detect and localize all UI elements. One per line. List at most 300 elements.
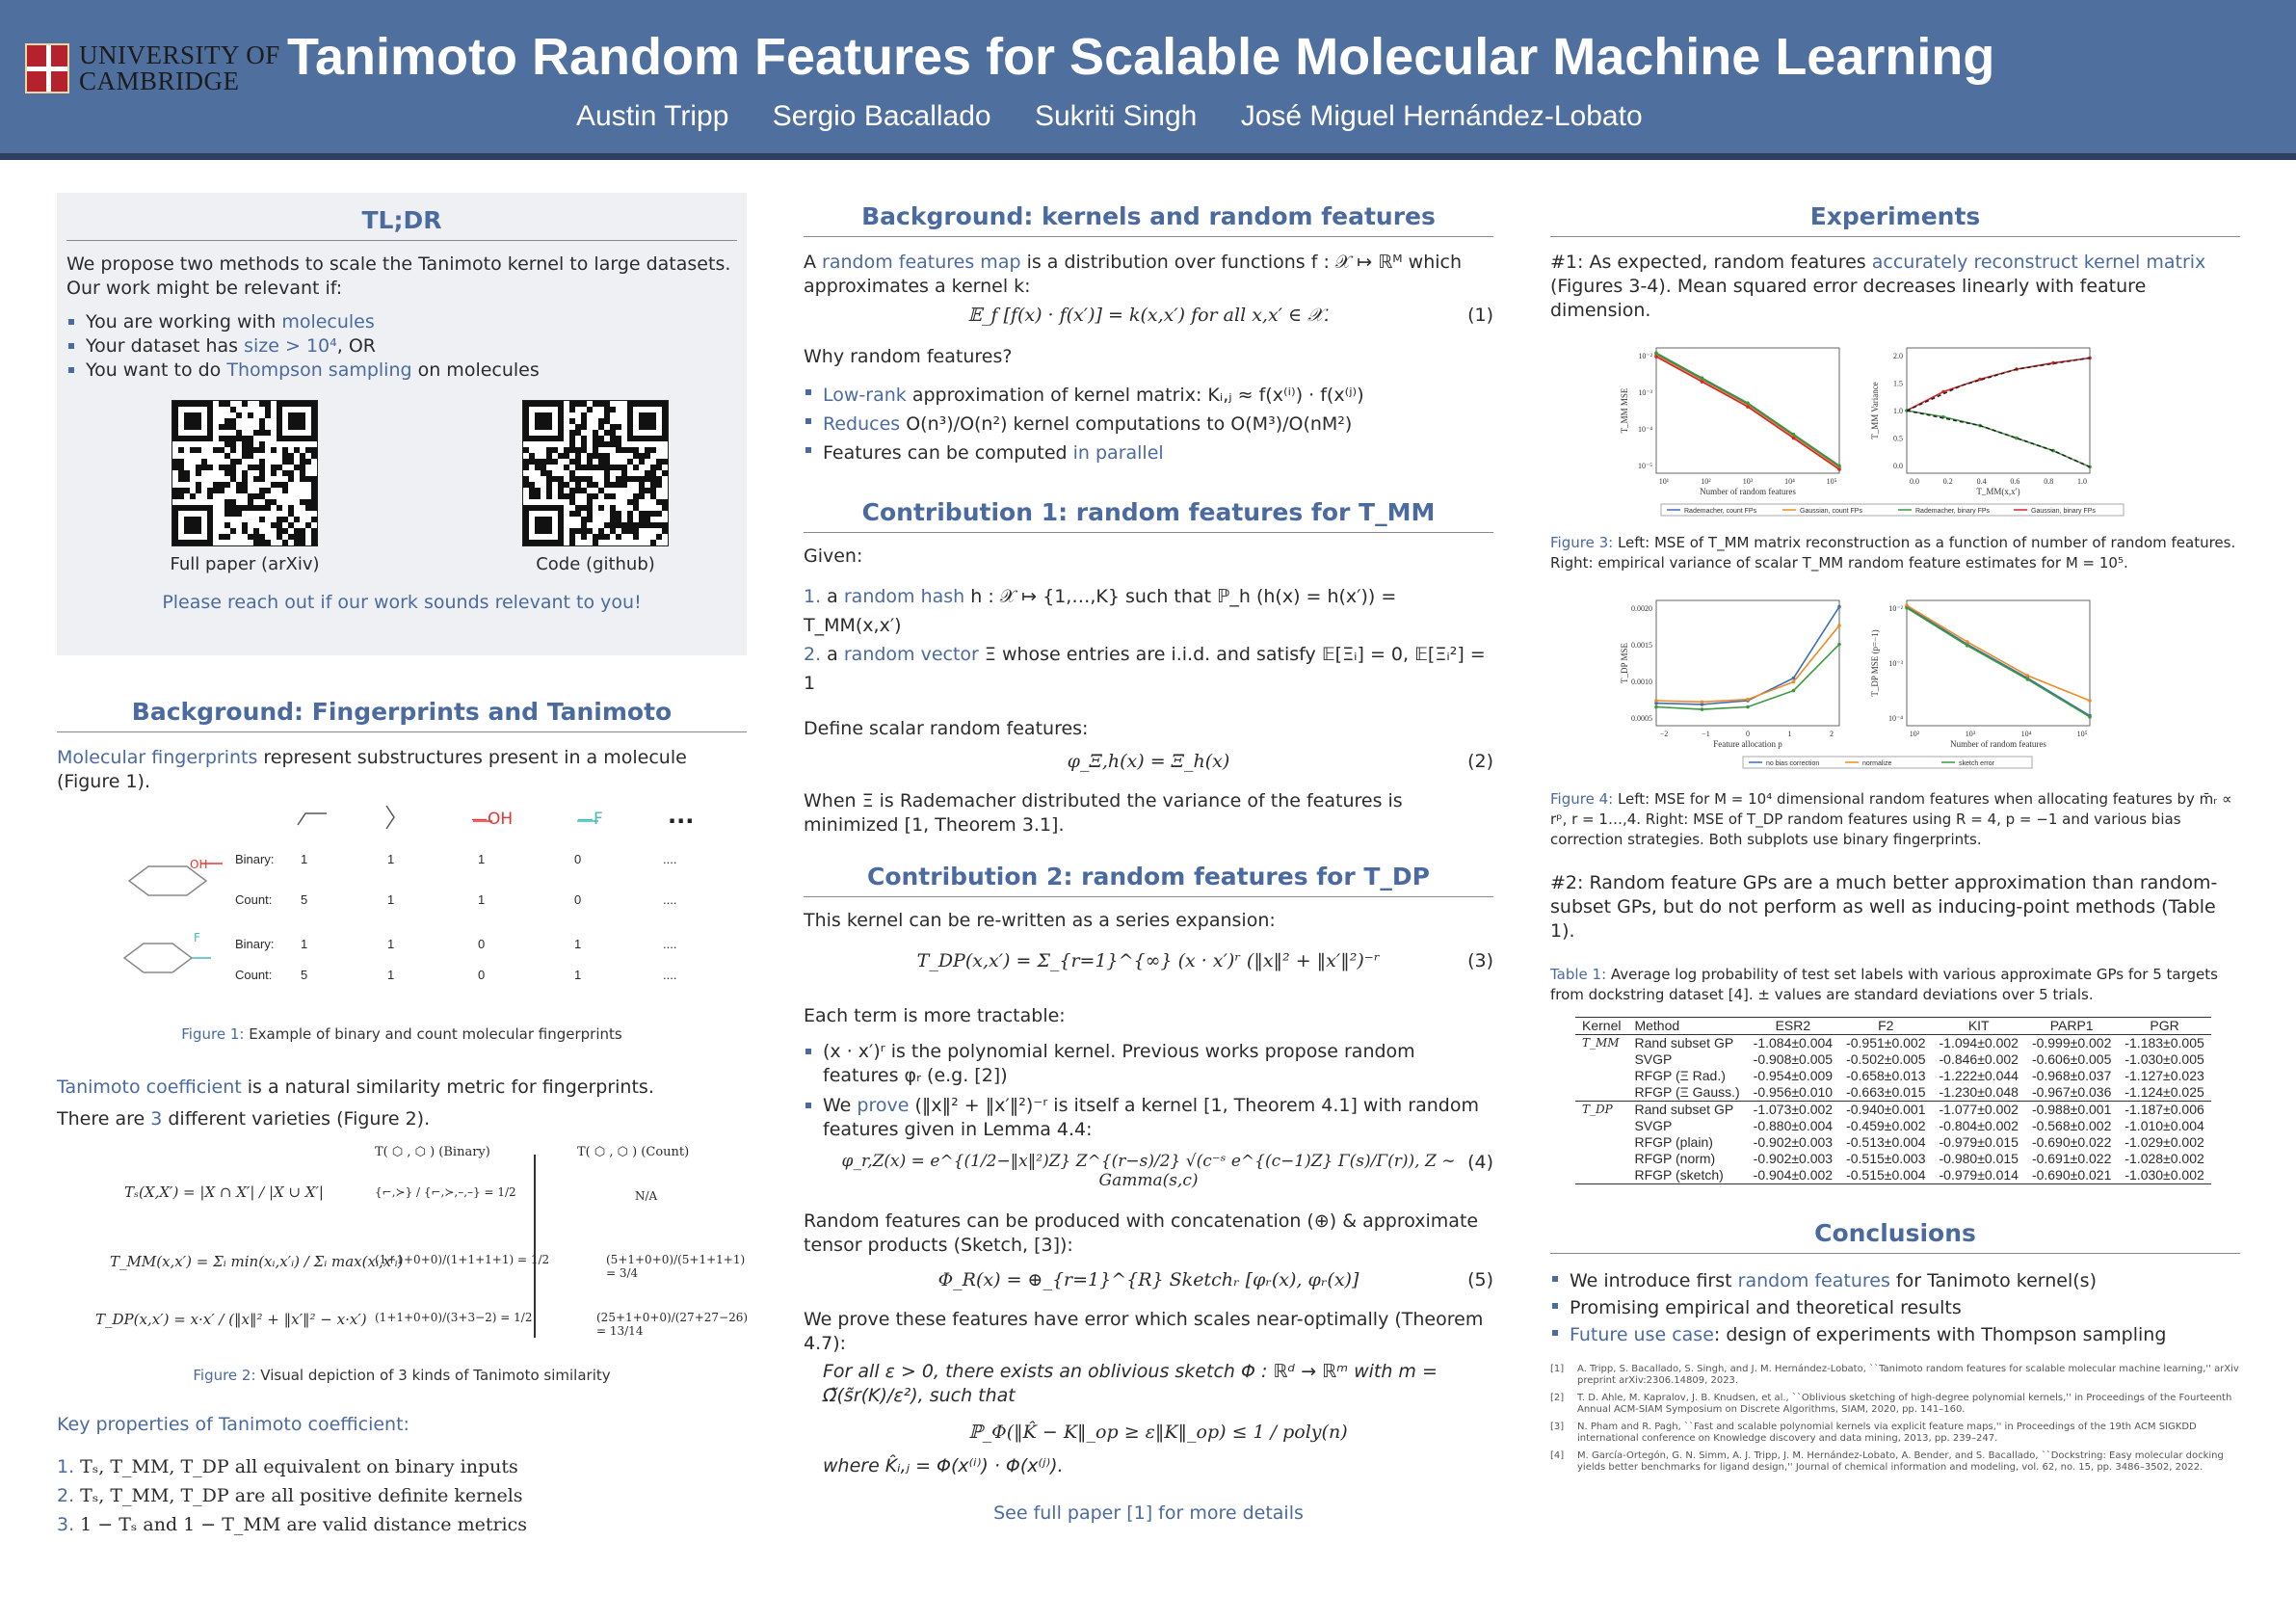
- table-cell: -0.515±0.003: [1846, 1151, 1926, 1166]
- table-kernel-cell: [1575, 1051, 1627, 1068]
- author: José Miguel Hernández-Lobato: [1240, 100, 1643, 132]
- equation-1: 𝔼_f [f(x) · f(x′)] = k(x,x′) for all x,x′ ∈ 𝒳. (1): [967, 305, 1493, 326]
- data-point: [1792, 433, 1796, 437]
- tldr-heading: TL;DR: [66, 206, 737, 241]
- see-full-paper-link[interactable]: See full paper [1] for more details: [993, 1502, 1304, 1524]
- fingerprint-row-label: Count:: [235, 892, 273, 907]
- fingerprint-value: ....: [663, 937, 677, 951]
- equation-5: Φ_R(x) = ⊕_{r=1}^{R} Sketchᵣ [φᵣ(x), φᵣ(x)] (5): [937, 1269, 1493, 1290]
- table-cell: -1.094±0.002: [1939, 1035, 2019, 1050]
- data-point: [1746, 401, 1750, 405]
- figure-4-caption: Figure 4: Left: MSE for M = 10⁴ dimensional random features when allocating features by m̄ᵣ ∝ rᵖ, r = 1…,4. Right: MSE of T_DP random features using R = 4, p = −1 and various bias correction strategies. Both subplots use binary fingerprints.: [1550, 790, 2232, 848]
- fingerprint-row-label: Binary:: [235, 852, 275, 866]
- table-row: [1575, 1118, 2211, 1134]
- data-point: [1966, 644, 1969, 648]
- author-list: [576, 100, 1678, 133]
- y-tick-label: 0.0010: [1631, 678, 1652, 686]
- tldr-box: [57, 193, 747, 655]
- oh-substructure-label: —OH: [471, 810, 514, 829]
- data-point: [1701, 376, 1704, 380]
- x-tick-label: 0.8: [2044, 477, 2054, 486]
- data-point: [1792, 437, 1796, 440]
- table-cell: SVGP: [1634, 1051, 1673, 1067]
- list-item: Low-rank approximation of kernel matrix: Kᵢ,ⱼ ≈ f(x⁽ⁱ⁾) · f(x⁽ʲ⁾): [804, 381, 1493, 410]
- data-point: [1837, 643, 1841, 647]
- table-cell: -0.988±0.001: [2031, 1102, 2112, 1117]
- y-tick-label: 0.5: [1893, 434, 1903, 443]
- references: [1550, 1364, 2240, 1474]
- table-cell: -0.904±0.002: [1753, 1167, 1834, 1183]
- column-middle: [804, 193, 1493, 1526]
- x-tick-label: 0.4: [1976, 477, 1987, 486]
- list-item: 1. a random hash h : 𝒳 ↦ {1,…,K} such that ℙ_h (h(x) = h(x′)) = T_MM(x,x′): [804, 586, 1397, 636]
- tdp-formula: T_DP(x,x′) = x·x′ / (‖x‖² + ‖x′‖² − x·x′): [95, 1311, 367, 1328]
- arxiv-qr-code[interactable]: [172, 400, 318, 546]
- data-point: [1837, 605, 1841, 609]
- reference-item: [1] A. Tripp, S. Bacallado, S. Singh, and J. M. Hernández-Lobato, ``Tanimoto random features for scalable molecular machine learning,'' arXiv preprint arXiv:2306.14809, 2023.: [1550, 1364, 2239, 1386]
- legend-entry: sketch error: [1959, 760, 1994, 767]
- x-axis-label: Number of random features: [1950, 739, 2046, 749]
- table-kernel-cell: [1575, 1068, 1627, 1084]
- table-cell: -0.880±0.004: [1753, 1118, 1834, 1133]
- table-kernel-cell: T_DP: [1582, 1103, 1613, 1116]
- data-point: [1837, 464, 1841, 467]
- fingerprint-value: 1: [387, 852, 395, 866]
- fingerprint-row-label: Binary:: [235, 937, 275, 951]
- list-item: Promising empirical and theoretical results: [1550, 1294, 2240, 1321]
- list-item: You want to do Thompson sampling on molecules: [66, 359, 737, 383]
- legend-entry: Rademacher, count FPs: [1684, 508, 1757, 515]
- data-point: [2026, 678, 2030, 681]
- logo-line-1: UNIVERSITY OF: [79, 40, 280, 69]
- table-cell: RFGP (plain): [1634, 1134, 1713, 1150]
- table-header-cell: ESR2: [1775, 1018, 1811, 1033]
- poster-header: [0, 0, 2296, 160]
- experiment-2-text: #2: Random feature GPs are a much better approximation than random-subset GPs, but do not perform as well as inducing-point methods (Table 1).: [1550, 872, 2218, 942]
- data-point: [2088, 715, 2092, 719]
- logo-line-2: CAMBRIDGE: [79, 66, 240, 95]
- author: Sergio Bacallado: [772, 100, 991, 132]
- key-properties-heading: Key properties of Tanimoto coefficient:: [57, 1414, 409, 1435]
- x-axis-label: T_MM(x,x′): [1976, 487, 2020, 496]
- contrib2-heading: Contribution 2: random features for T_DP: [804, 863, 1493, 897]
- table-cell: -1.230±0.048: [1939, 1084, 2019, 1100]
- qr-caption: Code (github): [536, 554, 655, 574]
- table-cell: -1.084±0.004: [1753, 1035, 1834, 1050]
- fingerprint-value: 1: [478, 892, 486, 907]
- column-left: [57, 193, 747, 1539]
- table-cell: -0.690±0.022: [2031, 1134, 2112, 1150]
- why-random-features: Why random features?: [804, 346, 1013, 367]
- tldr-intro: We propose two methods to scale the Tanimoto kernel to large datasets. Our work might be relevant if:: [66, 253, 731, 299]
- figure-2-caption: Figure 2: Visual depiction of 3 kinds of Tanimoto similarity: [193, 1367, 611, 1384]
- data-point: [1978, 378, 1982, 382]
- table-cell: RFGP (Ξ Rad.): [1634, 1068, 1726, 1083]
- fingerprint-value: 0: [574, 892, 582, 907]
- figure-4-right-plot: [1870, 600, 2092, 749]
- random-features-definition: A random features map is a distribution over functions f : 𝒳 ↦ ℝᴹ which approximates a kernel k:: [804, 252, 1463, 297]
- figure-4-legend: [1743, 757, 2032, 768]
- ts-count-value: N/A: [635, 1189, 658, 1203]
- data-point: [1654, 699, 1658, 703]
- data-point: [1792, 680, 1796, 684]
- figure-1-caption: Figure 1: Example of binary and count molecular fingerprints: [181, 1025, 622, 1043]
- figure-4-left-plot: [1620, 600, 1841, 749]
- ts-binary-value: {⌐,≻} / {⌐,≻,–,–} = 1/2: [375, 1185, 516, 1199]
- list-item: 2. Tₛ, T_MM, T_DP are all positive definite kernels: [57, 1485, 523, 1506]
- table-cell: -0.606±0.005: [2031, 1051, 2112, 1067]
- y-tick-label: 10⁻⁴: [1887, 714, 1903, 723]
- fingerprint-value: 1: [574, 937, 582, 951]
- why-list: [804, 381, 1493, 467]
- table-cell: -0.502±0.005: [1846, 1051, 1926, 1067]
- data-point: [1654, 351, 1658, 355]
- ts-formula: Tₛ(X,X′) = |X ∩ X′| / |X ∪ X′|: [124, 1183, 324, 1201]
- fingerprints-heading: Background: Fingerprints and Tanimoto: [57, 698, 747, 732]
- y-tick-label: 0.0015: [1631, 641, 1652, 650]
- tdp-count-value: (25+1+0+0)/(27+27−26) = 13/14: [596, 1311, 749, 1338]
- conclusions-heading: Conclusions: [1550, 1219, 2240, 1254]
- x-tick-label: 10⁴: [1784, 477, 1795, 486]
- figure-3-left-plot: [1620, 348, 1841, 496]
- table-row: [1575, 1035, 2211, 1052]
- fingerprint-value: 0: [478, 968, 486, 982]
- x-tick-label: 10³: [1742, 477, 1754, 486]
- list-item: We introduce first random features for Tanimoto kernel(s): [1550, 1267, 2240, 1294]
- x-axis-label: Feature allocation p: [1713, 739, 1782, 749]
- column-right: [1550, 193, 2240, 1479]
- table-kernel-cell: [1575, 1151, 1627, 1167]
- data-point: [1966, 640, 1969, 644]
- f-substructure-label: —F: [577, 810, 603, 829]
- table-cell: -0.979±0.014: [1939, 1167, 2019, 1183]
- tmm-count-value: (5+1+0+0)/(5+1+1+1) = 3/4: [606, 1253, 746, 1280]
- fingerprint-value: 1: [301, 852, 308, 866]
- data-point: [1701, 380, 1704, 384]
- x-tick-label: −2: [1659, 730, 1669, 738]
- y-tick-label: 10⁻³: [1888, 659, 1903, 668]
- tanimoto-intro: Tanimoto coefficient is a natural similarity metric for fingerprints.: [57, 1077, 654, 1098]
- list-item: 1. Tₛ, T_MM, T_DP all equivalent on binary inputs: [57, 1456, 518, 1477]
- table-kernel-cell: [1575, 1084, 1627, 1102]
- fingerprint-value: 1: [387, 968, 395, 982]
- table-cell: -0.956±0.010: [1753, 1084, 1834, 1100]
- table-cell: -1.030±0.005: [2124, 1051, 2204, 1067]
- table-cell: -0.568±0.002: [2031, 1118, 2112, 1133]
- more-substructures-ellipsis: ...: [668, 802, 695, 829]
- data-point: [1701, 701, 1704, 705]
- figure-3-right-plot: [1870, 348, 2092, 496]
- tdp-binary-value: (1+1+0+0)/(3+3−2) = 1/2: [375, 1311, 533, 1324]
- table-cell: -0.513±0.004: [1846, 1134, 1926, 1150]
- figure-3-plots: [1550, 334, 2240, 527]
- cambridge-logo: [25, 42, 280, 94]
- table-cell: -1.124±0.025: [2124, 1084, 2204, 1100]
- table-row: [1575, 1134, 2211, 1151]
- table-cell: -0.968±0.037: [2031, 1068, 2112, 1083]
- reference-item: [4] M. García-Ortegón, G. N. Simm, A. J. Tripp, J. M. Hernández-Lobato, A. Bender, and S. Bacallado, ``Dockstring: Easy molecular docking yields better benchmarks for ligand design,'' Journal of chemical information and modeling, vol. 62, no. 15, pp. 3486–3502, 2022.: [1550, 1450, 2224, 1473]
- fingerprints-intro: Molecular fingerprints represent substructures present in a molecule (Figure 1).: [57, 747, 687, 792]
- table-cell: -0.663±0.015: [1846, 1084, 1926, 1100]
- table-row: [1575, 1068, 2211, 1084]
- table-cell: -1.187±0.006: [2124, 1102, 2204, 1117]
- list-item: 3. 1 − Tₛ and 1 − T_MM are valid distance metrics: [57, 1514, 528, 1535]
- fingerprint-value: ....: [663, 892, 677, 907]
- table-header-cell: KIT: [1967, 1018, 1990, 1033]
- table-cell: -0.940±0.001: [1846, 1102, 1926, 1117]
- table-header-cell: PARP1: [2049, 1018, 2094, 1033]
- x-tick-label: 10³: [1965, 730, 1976, 738]
- x-tick-label: 10⁴: [2020, 730, 2032, 738]
- table-cell: RFGP (Ξ Gauss.): [1634, 1084, 1740, 1100]
- table-cell: Rand subset GP: [1634, 1035, 1734, 1050]
- y-axis-label: T_MM Variance: [1870, 382, 1880, 439]
- table-cell: -0.980±0.015: [1939, 1151, 2019, 1166]
- y-tick-label: 10⁻²: [1638, 352, 1652, 360]
- experiments-heading: Experiments: [1550, 202, 2240, 237]
- table-cell: -1.010±0.004: [2124, 1118, 2204, 1133]
- table-1-caption: Table 1: Average log probability of test set labels with various approximate GPs for 5 targets from dockstring dataset [4]. ± values are standard deviations over 5 trials.: [1550, 966, 2218, 1003]
- table-header-cell: Kernel: [1582, 1018, 1622, 1033]
- x-tick-label: 0.6: [2010, 477, 2020, 486]
- x-tick-label: 0: [1746, 730, 1750, 738]
- table-cell: -1.077±0.002: [1939, 1102, 2019, 1117]
- author: Sukriti Singh: [1034, 100, 1198, 132]
- list-item: Your dataset has size > 10⁴, OR: [66, 334, 737, 359]
- oh-group: OH: [190, 858, 208, 871]
- f-group: F: [194, 931, 200, 944]
- x-tick-label: −1: [1702, 730, 1710, 738]
- figure-3-caption: Figure 3: Left: MSE of T_MM matrix reconstruction as a function of number of random features. Right: empirical variance of scalar T_MM random feature estimates for M = 10⁵.: [1550, 534, 2236, 572]
- tractable-list: [804, 1040, 1493, 1142]
- fingerprint-value: 0: [574, 852, 582, 866]
- figure-1: [57, 804, 747, 1025]
- table-cell: -0.691±0.022: [2031, 1151, 2112, 1166]
- figure-4: [1550, 593, 2240, 776]
- legend-entry: Rademacher, binary FPs: [1915, 508, 1991, 515]
- x-tick-label: 10²: [1701, 477, 1711, 486]
- table-cell: -0.979±0.015: [1939, 1134, 2019, 1150]
- reference-item: [3] N. Pham and R. Pagh, ``Fast and scalable polynomial kernels via explicit feature maps,'' in Proceedings of the 19th ACM SIGKDD international conference on Knowledge discovery and data mining, 2013, pp. 239–247.: [1550, 1422, 2197, 1444]
- tractable-text: Each term is more tractable:: [804, 1005, 1066, 1026]
- experiment-1-text: #1: As expected, random features accurately reconstruct kernel matrix (Figures 3-4). Mean squared error decreases linearly with feature dimension.: [1550, 252, 2206, 321]
- results-table: [1575, 1017, 2211, 1184]
- given-text: Given:: [804, 545, 863, 567]
- table-row: [1575, 1084, 2211, 1102]
- x-tick-label: 0.2: [1942, 477, 1953, 486]
- table-cell: -0.846±0.002: [1939, 1051, 2019, 1067]
- legend-entry: Gaussian, count FPs: [1800, 508, 1862, 515]
- y-axis-label: T_MM MSE: [1620, 387, 1629, 434]
- table-row: [1575, 1151, 2211, 1167]
- theorem-block: [804, 1360, 1493, 1478]
- table-cell: -0.902±0.003: [1753, 1134, 1834, 1150]
- fingerprint-row-label: Count:: [235, 968, 273, 982]
- x-tick-label: 10⁵: [1826, 477, 1837, 486]
- table-header-cell: PGR: [2150, 1018, 2179, 1033]
- table-cell: -0.902±0.003: [1753, 1151, 1834, 1166]
- table-cell: -0.908±0.005: [1753, 1051, 1834, 1067]
- y-tick-label: 10⁻³: [1638, 388, 1652, 397]
- table-cell: -0.515±0.004: [1846, 1167, 1926, 1183]
- key-properties-list: [57, 1452, 747, 1539]
- kernels-heading: Background: kernels and random features: [804, 202, 1493, 237]
- y-tick-label: 1.0: [1893, 407, 1903, 415]
- data-point: [1837, 624, 1841, 627]
- data-point: [1701, 707, 1704, 711]
- fingerprint-value: 1: [478, 852, 486, 866]
- x-tick-label: 10¹: [1658, 477, 1670, 486]
- figure-3-legend: [1661, 504, 2124, 516]
- table-row: [1575, 1051, 2211, 1068]
- y-tick-label: 2.0: [1893, 352, 1903, 360]
- equation-2: φ_Ξ,h(x) = Ξ_h(x) (2): [1067, 751, 1493, 772]
- fingerprint-value: ....: [663, 852, 677, 866]
- y-tick-label: 10⁻²: [1888, 604, 1903, 613]
- list-item: (x · x′)ʳ is the polynomial kernel. Previous works propose random features φᵣ (e.g. [2]): [804, 1040, 1493, 1088]
- rewrite-text: This kernel can be re-written as a series expansion:: [804, 910, 1276, 931]
- x-tick-label: 1.0: [2077, 477, 2087, 486]
- reference-item: [2] T. D. Ahle, M. Kapralov, J. B. Knudsen, et al., ``Oblivious sketching of high-degree polynomial kernels,'' in Proceedings of the Fourteenth Annual ACM-SIAM Symposium on Discrete Algorithms, SIAM, 2020, pp. 141–160.: [1550, 1393, 2232, 1415]
- table-kernel-cell: [1575, 1167, 1627, 1184]
- table-header-cell: Method: [1634, 1018, 1680, 1033]
- y-axis-label: T_DP MSE (p=−1): [1870, 629, 1880, 697]
- y-tick-label: 0.0020: [1631, 604, 1652, 613]
- table-cell: -0.999±0.002: [2031, 1035, 2112, 1050]
- table-cell: -0.658±0.013: [1846, 1068, 1926, 1083]
- y-tick-label: 10⁻⁵: [1637, 462, 1652, 470]
- y-tick-label: 1.5: [1893, 379, 1903, 388]
- poster-title: Tanimoto Random Features for Scalable Molecular Machine Learning: [287, 28, 1995, 86]
- table-cell: -1.073±0.002: [1753, 1102, 1834, 1117]
- table-cell: -0.690±0.021: [2031, 1167, 2112, 1183]
- data-point: [1792, 689, 1796, 693]
- data-point: [2026, 674, 2030, 678]
- legend-entry: Gaussian, binary FPs: [2031, 508, 2096, 515]
- y-axis-label: T_DP MSE: [1620, 643, 1629, 683]
- fingerprint-value: 0: [478, 937, 486, 951]
- data-point: [1746, 405, 1750, 409]
- conclusions-list: [1550, 1267, 2240, 1348]
- table-cell: -1.029±0.002: [2124, 1134, 2204, 1150]
- list-item: Reduces O(n³)/O(n²) kernel computations to O(M³)/O(nM²): [804, 410, 1493, 439]
- fingerprint-value: 5: [301, 892, 308, 907]
- figure-4-plots: [1550, 593, 2240, 776]
- equation-4: φ_r,Z(x) = e^{(1/2−‖x‖²)Z} Z^{(r−s)/2} √(c⁻ˢ e^{(c−1)Z} Γ(s)/Γ(r)), Z ∼ Gamma(s,c) (4): [841, 1152, 1493, 1190]
- y-tick-label: 0.0: [1893, 462, 1903, 470]
- data-point: [1837, 467, 1841, 471]
- contrib1-heading: Contribution 1: random features for T_MM: [804, 498, 1493, 533]
- figure-2: [57, 1145, 747, 1367]
- fingerprint-value: ....: [663, 968, 677, 982]
- x-tick-label: 10⁵: [2076, 730, 2088, 738]
- list-item: 2. a random vector Ξ whose entries are i.i.d. and satisfy 𝔼[Ξᵢ] = 0, 𝔼[Ξᵢ²] = 1: [804, 644, 1486, 694]
- x-tick-label: 1: [1787, 730, 1792, 738]
- binary-header: T( ⬡ , ⬡ ) (Binary): [375, 1145, 490, 1159]
- concat-text: Random features can be produced with concatenation (⊕) & approximate tensor products (Sketch, [3]):: [804, 1210, 1479, 1256]
- cambridge-crest-icon: [25, 43, 69, 93]
- github-qr-code[interactable]: [522, 400, 669, 546]
- table-cell: -0.951±0.002: [1846, 1035, 1926, 1050]
- list-item: Features can be computed in parallel: [804, 439, 1493, 467]
- tldr-list: [66, 310, 737, 383]
- fluorocyclohexane-molecule: [124, 944, 192, 972]
- list-item: Future use case: design of experiments with Thompson sampling: [1550, 1321, 2240, 1348]
- data-point: [1654, 355, 1658, 359]
- table-cell: RFGP (sketch): [1634, 1167, 1724, 1183]
- table-cell: RFGP (norm): [1634, 1151, 1716, 1166]
- theorem-statement: For all ε > 0, there exists an oblivious sketch Φ : ℝᵈ → ℝᵐ with m = Ω̃(s̃r(K)/ε²), such that: [823, 1361, 1438, 1406]
- fingerprint-value: 5: [301, 968, 308, 982]
- x-axis-label: Number of random features: [1700, 487, 1796, 496]
- list-item: We prove (‖x‖² + ‖x′‖²)⁻ʳ is itself a kernel [1, Theorem 4.1] with random features given in Lemma 4.4:: [804, 1094, 1493, 1142]
- data-point: [2088, 699, 2092, 703]
- table-kernel-cell: [1575, 1134, 1627, 1151]
- x-tick-label: 2: [1830, 730, 1834, 738]
- data-point: [1654, 705, 1658, 709]
- theorem-equation: ℙ_Φ(‖K̂ − K‖_op ≥ ε‖K‖_op) ≤ 1 / poly(n): [968, 1422, 1348, 1443]
- legend-entry: no bias correction: [1766, 760, 1820, 767]
- figure-3: [1550, 334, 2240, 527]
- table-kernel-cell: [1575, 1118, 1627, 1134]
- y-tick-label: 0.0005: [1631, 714, 1652, 723]
- list-item: You are working with molecules: [66, 310, 737, 334]
- define-text: Define scalar random features:: [804, 718, 1089, 739]
- author: Austin Tripp: [576, 100, 729, 132]
- fingerprint-figure: [57, 804, 747, 1025]
- theorem-where: where K̂ᵢ,ⱼ = Φ(x⁽ⁱ⁾) · Φ(x⁽ʲ⁾).: [823, 1455, 1064, 1476]
- table-row: [1575, 1167, 2211, 1184]
- reach-out-text: Please reach out if our work sounds relevant to you!: [162, 592, 642, 613]
- prove-text: We prove these features have error which scales near-optimally (Theorem 4.7):: [804, 1309, 1484, 1354]
- table-header-row: [1575, 1018, 2211, 1035]
- fingerprint-value: 1: [387, 892, 395, 907]
- given-list: [804, 582, 1493, 698]
- data-point: [1746, 698, 1750, 702]
- tmm-binary-value: (1+1+0+0)/(1+1+1+1) = 1/2: [375, 1253, 550, 1266]
- table-cell: Rand subset GP: [1634, 1102, 1734, 1117]
- varieties-text: There are 3 different varieties (Figure 2).: [57, 1108, 431, 1130]
- table-cell: -0.804±0.002: [1939, 1118, 2019, 1133]
- fingerprint-value: 1: [574, 968, 582, 982]
- fingerprint-value: 1: [301, 937, 308, 951]
- fingerprint-value: 1: [387, 937, 395, 951]
- table-cell: -0.459±0.002: [1846, 1118, 1926, 1133]
- table-cell: -0.954±0.009: [1753, 1068, 1834, 1083]
- table-cell: -1.028±0.002: [2124, 1151, 2204, 1166]
- legend-entry: normalize: [1862, 760, 1892, 767]
- equation-3: T_DP(x,x′) = Σ_{r=1}^{∞} (x · x′)ʳ (‖x‖² + ‖x′‖²)⁻ʳ (3): [916, 950, 1493, 971]
- table-cell: -1.183±0.005: [2124, 1035, 2204, 1050]
- table-cell: -1.222±0.044: [1939, 1068, 2019, 1083]
- data-point: [1746, 705, 1750, 709]
- table-kernel-cell: T_MM: [1582, 1036, 1620, 1050]
- table-row: [1575, 1102, 2211, 1119]
- table-cell: -0.967±0.036: [2031, 1084, 2112, 1100]
- rademacher-text: When Ξ is Rademacher distributed the variance of the features is minimized [1, Theorem 3.1].: [804, 790, 1403, 836]
- table-cell: SVGP: [1634, 1118, 1673, 1133]
- table-cell: -1.030±0.002: [2124, 1167, 2204, 1183]
- qr-caption: Full paper (arXiv): [170, 554, 320, 574]
- x-tick-label: 0.0: [1910, 477, 1919, 486]
- results-table-wrapper: [1550, 1017, 2240, 1184]
- tmm-formula: T_MM(x,x′) = Σᵢ min(xᵢ,x′ᵢ) / Σᵢ max(xᵢ,x′ᵢ): [110, 1253, 404, 1270]
- data-point: [1905, 606, 1909, 610]
- x-tick-label: 10²: [1909, 730, 1920, 738]
- count-header: T( ⬡ , ⬡ ) (Count): [577, 1145, 690, 1159]
- y-tick-label: 10⁻⁴: [1637, 425, 1652, 434]
- table-cell: -1.127±0.023: [2124, 1068, 2204, 1083]
